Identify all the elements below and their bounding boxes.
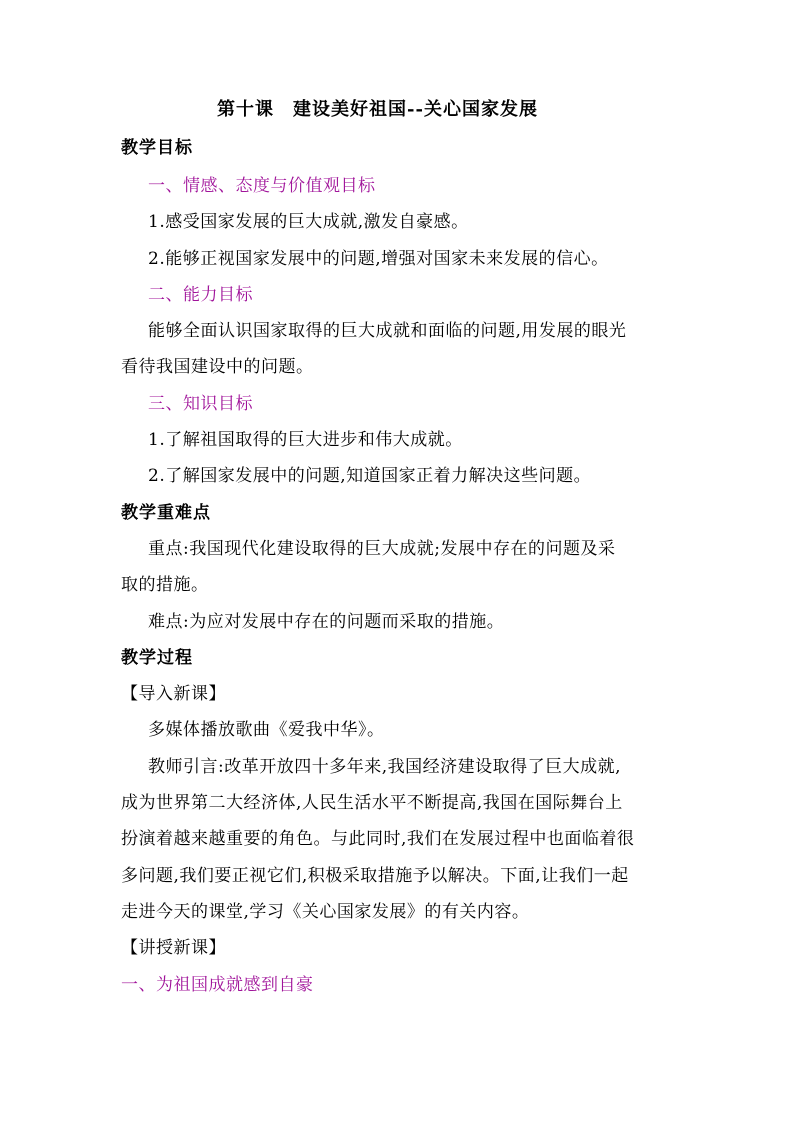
difficulty-text: 难点:为应对发展中存在的问题而采取的措施。 bbox=[148, 612, 505, 632]
intro-paragraph-line: 走进今天的课堂,学习《关心国家发展》的有关内容。 bbox=[121, 902, 530, 922]
intro-paragraph-line: 多问题,我们要正视它们,积极采取措施予以解决。下面,让我们一起 bbox=[121, 866, 629, 886]
ability-goal-text: 能够全面认识国家取得的巨大成就和面临的问题,用发展的眼光 bbox=[148, 321, 627, 341]
key-point-text: 取的措施。 bbox=[121, 575, 209, 595]
intro-media-text: 多媒体播放歌曲《爱我中华》。 bbox=[148, 720, 385, 740]
emotion-goal-item: 2.能够正视国家发展中的问题,增强对国家未来发展的信心。 bbox=[148, 249, 609, 269]
teach-heading: 【讲授新课】 bbox=[121, 938, 226, 958]
ability-goal-text: 看待我国建设中的问题。 bbox=[121, 357, 314, 377]
emotion-goals-heading: 一、情感、态度与价值观目标 bbox=[148, 176, 376, 196]
lesson-title: 第十课 建设美好祖国--关心国家发展 bbox=[217, 99, 538, 120]
intro-paragraph-line: 成为世界第二大经济体,人民生活水平不断提高,我国在国际舞台上 bbox=[121, 793, 623, 813]
knowledge-goal-item: 2.了解国家发展中的问题,知道国家正着力解决这些问题。 bbox=[148, 466, 592, 486]
knowledge-goals-heading: 三、知识目标 bbox=[148, 394, 253, 414]
emotion-goal-item: 1.感受国家发展的巨大成就,激发自豪感。 bbox=[148, 212, 469, 232]
ability-goals-heading: 二、能力目标 bbox=[148, 285, 253, 305]
knowledge-goal-item: 1.了解祖国取得的巨大进步和伟大成就。 bbox=[148, 430, 463, 450]
key-point-text: 重点:我国现代化建设取得的巨大成就;发展中存在的问题及采 bbox=[148, 539, 616, 559]
intro-heading: 【导入新课】 bbox=[121, 684, 226, 704]
intro-paragraph-line: 扮演着越来越重要的角色。与此同时,我们在发展过程中也面临着很 bbox=[121, 829, 635, 849]
key-points-heading: 教学重难点 bbox=[121, 503, 211, 523]
intro-paragraph-line: 教师引言:改革开放四十多年来,我国经济建设取得了巨大成就, bbox=[148, 757, 622, 777]
goals-heading: 教学目标 bbox=[121, 138, 193, 158]
section-one-heading: 一、为祖国成就感到自豪 bbox=[121, 975, 314, 995]
process-heading: 教学过程 bbox=[121, 648, 193, 668]
